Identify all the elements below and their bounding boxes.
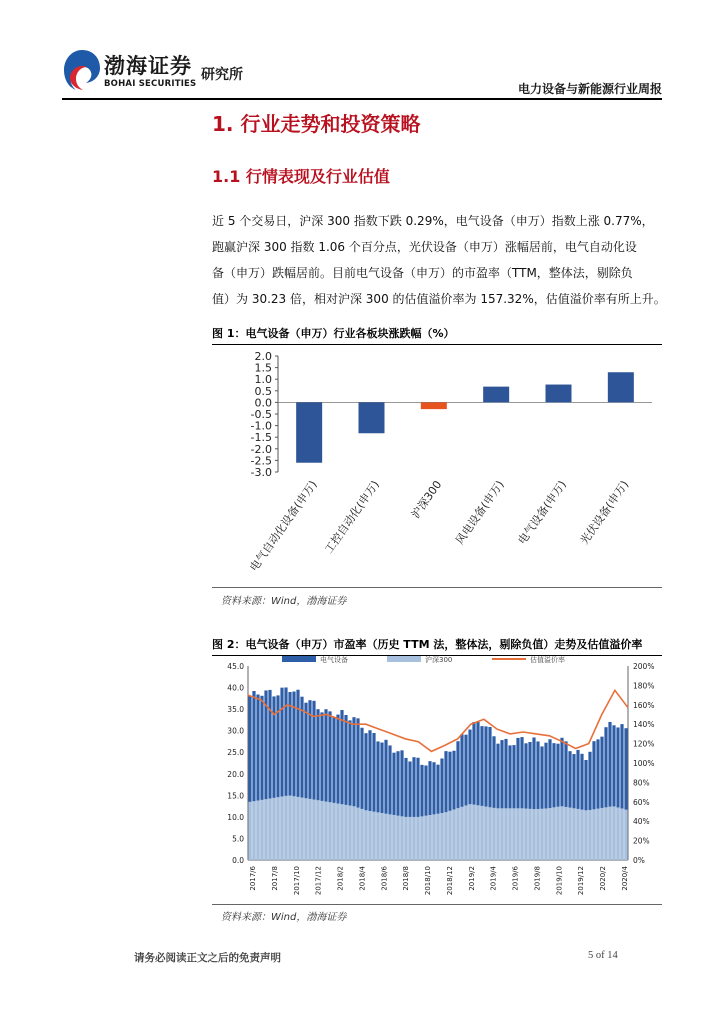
hs300-pe-bar [432,814,435,860]
hs300-pe-bar [336,803,339,860]
x-tick-label: 2019/12 [577,866,586,896]
hs300-pe-bar [392,815,395,860]
y-right-tick-label: 160% [633,700,655,710]
hs300-pe-bar [556,807,559,860]
section-heading: 1. 行业走势和投资策略 [212,112,421,136]
hs300-pe-bar [300,798,303,860]
hs300-pe-bar [428,815,431,860]
hs300-pe-bar [496,808,499,860]
category-label: 风电设备(申万) [453,478,507,547]
hs300-pe-bar [532,809,535,860]
hs300-pe-bar [480,806,483,860]
hs300-pe-bar [452,809,455,860]
hs300-pe-bar [604,807,607,860]
hs300-pe-bar [536,809,539,860]
x-tick-label: 2019/4 [489,866,498,891]
y-right-tick-label: 40% [633,817,650,827]
hs300-pe-bar [348,805,351,860]
legend-label: 估值溢价率 [530,656,565,664]
hs300-pe-bar [472,805,475,860]
hs300-pe-bar [584,810,587,860]
disclaimer-note: 请务必阅读正文之后的免责声明 [134,952,281,964]
hs300-pe-bar [368,811,371,860]
hs300-pe-bar [372,812,375,860]
hs300-pe-bar [464,805,467,860]
hs300-pe-bar [580,810,583,860]
figure-1-source-rule [212,587,662,588]
hs300-pe-bar [384,814,387,860]
hs300-pe-bar [264,799,267,860]
department-name: 研究所 [201,67,243,83]
hs300-pe-bar [468,804,471,860]
y-right-tick-label: 80% [633,778,650,788]
category-label: 光伏设备(申万) [577,478,632,547]
y-tick-label: 1.5 [254,361,272,375]
hs300-pe-bar [588,810,591,860]
y-left-tick-label: 5.0 [232,834,244,844]
hs300-pe-bar [484,807,487,860]
hs300-pe-bar [616,807,619,860]
hs300-pe-bar [356,808,359,860]
hs300-pe-bar [400,816,403,860]
figure-1-source: 资料来源：Wind，渤海证券 [221,596,347,607]
y-tick-label: 0.0 [254,396,272,410]
y-left-tick-label: 25.0 [227,748,244,758]
x-tick-label: 2017/12 [314,866,323,896]
hs300-pe-bar [608,807,611,860]
figure-1-caption: 图 1：电气设备（申万）行业各板块涨跌幅（%） [212,325,662,345]
hs300-pe-bar [316,800,319,860]
hs300-pe-bar [568,808,571,860]
category-label: 电气设备(申万) [515,478,569,547]
brand-name-cn: 渤海证券 [104,53,192,78]
hs300-pe-bar [296,797,299,860]
bar [483,387,509,403]
y-tick-label: -1.0 [250,419,272,433]
hs300-pe-bar [576,809,579,860]
hs300-pe-bar [328,802,331,860]
paragraph-line: 备（申万）跌幅居前。目前电气设备（申万）的市盈率（TTM，整体法，剔除负 [212,266,633,280]
hs300-pe-bar [544,808,547,860]
hs300-pe-bar [280,796,283,860]
hs300-pe-bar [376,812,379,860]
hs300-pe-bar [416,817,419,860]
hs300-pe-bar [528,809,531,860]
y-left-tick-label: 30.0 [227,726,244,736]
hs300-pe-bar [516,808,519,860]
x-tick-label: 2018/2 [336,866,345,891]
hs300-pe-bar [364,810,367,860]
hs300-pe-bar [256,800,259,860]
hs300-pe-bar [312,800,315,860]
hs300-pe-bar [540,809,543,860]
hs300-pe-bar [380,813,383,860]
hs300-pe-bar [284,796,287,860]
hs300-pe-bar [320,801,323,860]
hs300-pe-bar [360,809,363,860]
x-tick-label: 2018/12 [445,866,454,896]
hs300-pe-bar [304,798,307,860]
bar [359,402,385,433]
x-tick-label: 2019/6 [511,866,520,891]
hs300-pe-bar [512,808,515,860]
x-tick-label: 2018/6 [380,866,389,891]
y-left-tick-label: 0.0 [232,856,244,865]
bar [296,402,322,462]
figure-2-source: 资料来源：Wind，渤海证券 [221,912,347,923]
y-left-tick-label: 15.0 [227,791,244,801]
hs300-pe-bar [592,809,595,860]
bohai-logo-icon [62,48,102,92]
hs300-pe-bar [508,808,511,860]
hs300-pe-bar [404,817,407,860]
legend-swatch [282,656,316,662]
x-tick-label: 2020/2 [599,866,608,891]
hs300-pe-bar [456,808,459,860]
brand-name-en: BOHAI SECURITIES [104,79,197,89]
y-tick-label: -0.5 [250,408,272,421]
hs300-pe-bar [552,807,555,860]
hs300-pe-bar [288,796,291,860]
x-tick-label: 2019/10 [555,866,564,896]
hs300-pe-bar [448,811,451,860]
hs300-pe-bar [444,812,447,860]
hs300-pe-bar [332,803,335,860]
hs300-pe-bar [420,816,423,860]
hs300-pe-bar [504,808,507,860]
page-number: 5 of 14 [588,950,618,961]
hs300-pe-bar [560,806,563,860]
x-tick-label: 2018/4 [358,866,367,891]
bar [546,385,572,403]
hs300-pe-bar [488,807,491,860]
hs300-pe-bar [248,802,251,860]
y-left-tick-label: 40.0 [227,683,244,693]
category-label: 工控自动化(申万) [322,478,382,556]
hs300-pe-bar [408,817,411,860]
hs300-pe-bar [520,808,523,860]
y-right-tick-label: 20% [633,836,650,846]
hs300-pe-bar [412,817,415,860]
hs300-pe-bar [460,807,463,860]
hs300-pe-bar [340,804,343,860]
hs300-pe-bar [388,814,391,860]
y-left-tick-label: 45.0 [227,662,244,671]
y-right-tick-label: 0% [633,856,645,865]
y-tick-label: -2.5 [250,454,272,468]
bar [608,372,634,402]
hs300-pe-bar [276,797,279,860]
hs300-pe-bar [436,814,439,860]
hs300-pe-bar [324,802,327,860]
hs300-pe-bar [344,805,347,860]
x-tick-label: 2020/4 [621,866,629,891]
hs300-pe-bar [252,801,255,860]
y-tick-label: -1.5 [250,431,272,445]
paragraph-line: 近 5 个交易日，沪深 300 指数下跌 0.29%，电气设备（申万）指数上涨 0.77%， [212,214,654,228]
pe-premium-chart [212,654,662,902]
x-tick-label: 2017/8 [270,866,279,891]
category-label: 电气自动化设备(申万) [247,478,320,574]
hs300-pe-bar [612,806,615,860]
hs300-pe-bar [272,798,275,860]
legend-swatch [387,656,421,662]
y-right-tick-label: 200% [633,662,655,671]
figure-2-caption: 图 2：电气设备（申万）市盈率（历史 TTM 法，整体法，剔除负值）走势及估值溢价率 [212,636,662,656]
subsection-heading: 1.1 行情表现及行业估值 [212,167,390,186]
hs300-pe-bar [440,813,443,860]
legend-label: 沪深300 [425,656,453,664]
report-name: 电力设备与新能源行业周报 [517,82,662,96]
x-tick-label: 2018/8 [402,866,411,891]
paragraph-line: 值）为 30.23 倍，相对沪深 300 的估值溢价率为 157.32%，估值溢价率有所上升。 [212,292,666,306]
y-tick-label: 0.5 [254,384,272,398]
hs300-pe-bar [524,809,527,860]
legend-label: 电气设备 [320,656,348,664]
hs300-pe-bar [624,810,627,860]
y-right-tick-label: 140% [633,720,655,730]
x-tick-label: 2019/2 [467,866,476,891]
hs300-pe-bar [260,800,263,860]
hs300-pe-bar [600,808,603,860]
y-left-tick-label: 20.0 [227,769,244,779]
hs300-pe-bar [492,808,495,860]
y-tick-label: 2.0 [254,350,272,363]
y-tick-label: -2.0 [250,442,272,456]
x-tick-label: 2017/10 [292,866,301,896]
hs300-pe-bar [292,796,295,860]
category-label: 沪深300 [408,478,445,521]
hs300-pe-bar [548,808,551,860]
figure-2-source-rule [212,904,662,905]
header-rule [62,98,662,100]
y-left-tick-label: 35.0 [227,705,244,715]
y-left-tick-label: 10.0 [227,812,244,822]
hs300-pe-bar [424,816,427,860]
y-tick-label: -3.0 [250,466,272,479]
hs300-pe-bar [308,799,311,860]
y-right-tick-label: 100% [633,759,655,768]
hs300-pe-bar [396,816,399,860]
hs300-pe-bar [500,808,503,860]
hs300-pe-bar [572,808,575,860]
hs300-pe-bar [564,807,567,860]
hs300-pe-bar [476,805,479,860]
y-right-tick-label: 60% [633,797,650,807]
x-tick-label: 2019/8 [533,866,542,891]
paragraph-line: 跑赢沪深 300 指数 1.06 个百分点，光伏设备（申万）涨幅居前，电气自动化设 [212,240,637,254]
hs300-pe-bar [268,798,271,860]
x-tick-label: 2018/10 [424,866,433,896]
hs300-pe-bar [596,809,599,860]
bar [421,402,447,409]
sector-change-bar-chart [212,344,662,584]
y-right-tick-label: 120% [633,739,655,749]
hs300-pe-bar [620,808,623,860]
x-tick-label: 2017/6 [249,866,257,891]
y-right-tick-label: 180% [633,681,655,691]
hs300-pe-bar [352,806,355,860]
y-tick-label: 1.0 [254,373,272,387]
